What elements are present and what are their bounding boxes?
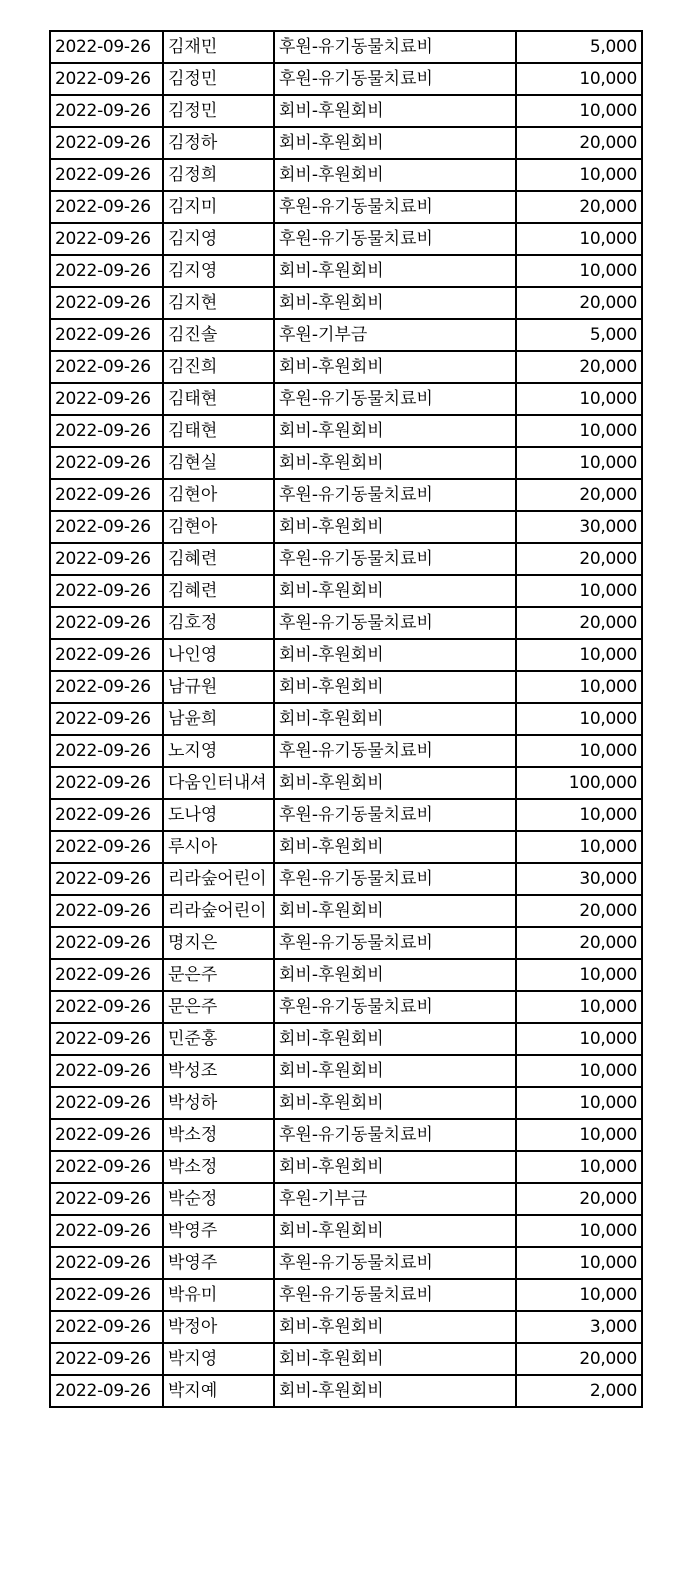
date-cell: 2022-09-26 (50, 1119, 163, 1151)
category-cell: 회비-후원회비 (274, 575, 516, 607)
category-cell: 후원-유기동물치료비 (274, 1247, 516, 1279)
amount-cell: 10,000 (516, 671, 642, 703)
category-cell: 회비-후원회비 (274, 511, 516, 543)
category-cell: 회비-후원회비 (274, 415, 516, 447)
table-row (50, 1311, 642, 1343)
category-cell: 회비-후원회비 (274, 767, 516, 799)
amount-cell: 10,000 (516, 1023, 642, 1055)
amount-cell: 10,000 (516, 159, 642, 191)
table-row (50, 447, 642, 479)
table-row (50, 191, 642, 223)
category-cell: 회비-후원회비 (274, 1055, 516, 1087)
date-cell: 2022-09-26 (50, 1215, 163, 1247)
table-row (50, 1151, 642, 1183)
amount-cell: 10,000 (516, 447, 642, 479)
amount-cell: 3,000 (516, 1311, 642, 1343)
name-cell: 박영주 (163, 1247, 274, 1279)
category-cell: 회비-후원회비 (274, 351, 516, 383)
date-cell: 2022-09-26 (50, 191, 163, 223)
category-cell: 회비-후원회비 (274, 447, 516, 479)
date-cell: 2022-09-26 (50, 703, 163, 735)
table-row (50, 831, 642, 863)
category-cell: 회비-후원회비 (274, 959, 516, 991)
category-cell: 후원-유기동물치료비 (274, 543, 516, 575)
category-cell: 회비-후원회비 (274, 1375, 516, 1407)
table-row (50, 1055, 642, 1087)
date-cell: 2022-09-26 (50, 927, 163, 959)
amount-cell: 20,000 (516, 1183, 642, 1215)
name-cell: 김지미 (163, 191, 274, 223)
category-cell: 회비-후원회비 (274, 159, 516, 191)
amount-cell: 10,000 (516, 703, 642, 735)
table-row (50, 319, 642, 351)
table-row (50, 63, 642, 95)
amount-cell: 20,000 (516, 1343, 642, 1375)
category-cell: 회비-후원회비 (274, 1151, 516, 1183)
category-cell: 후원-유기동물치료비 (274, 1279, 516, 1311)
table-row (50, 959, 642, 991)
table-row (50, 31, 642, 63)
table-row (50, 351, 642, 383)
table-row (50, 287, 642, 319)
date-cell: 2022-09-26 (50, 63, 163, 95)
table-row (50, 1247, 642, 1279)
name-cell: 다움인터내셔 (163, 767, 274, 799)
amount-cell: 20,000 (516, 127, 642, 159)
date-cell: 2022-09-26 (50, 127, 163, 159)
category-cell: 후원-유기동물치료비 (274, 607, 516, 639)
name-cell: 김태현 (163, 415, 274, 447)
amount-cell: 10,000 (516, 255, 642, 287)
category-cell: 후원-유기동물치료비 (274, 735, 516, 767)
amount-cell: 10,000 (516, 383, 642, 415)
table-row (50, 735, 642, 767)
amount-cell: 20,000 (516, 479, 642, 511)
table-row (50, 1375, 642, 1407)
amount-cell: 30,000 (516, 511, 642, 543)
category-cell: 회비-후원회비 (274, 127, 516, 159)
name-cell: 남규원 (163, 671, 274, 703)
name-cell: 김호정 (163, 607, 274, 639)
amount-cell: 10,000 (516, 1119, 642, 1151)
amount-cell: 30,000 (516, 863, 642, 895)
name-cell: 김혜련 (163, 575, 274, 607)
name-cell: 리라숲어린이 (163, 895, 274, 927)
category-cell: 회비-후원회비 (274, 255, 516, 287)
category-cell: 회비-후원회비 (274, 1023, 516, 1055)
date-cell: 2022-09-26 (50, 223, 163, 255)
amount-cell: 5,000 (516, 31, 642, 63)
table-row (50, 1279, 642, 1311)
table-row (50, 1215, 642, 1247)
table-row (50, 927, 642, 959)
table-row (50, 415, 642, 447)
amount-cell: 10,000 (516, 831, 642, 863)
amount-cell: 10,000 (516, 1151, 642, 1183)
name-cell: 김현실 (163, 447, 274, 479)
table-row (50, 223, 642, 255)
name-cell: 김재민 (163, 31, 274, 63)
table-row (50, 479, 642, 511)
amount-cell: 10,000 (516, 1087, 642, 1119)
date-cell: 2022-09-26 (50, 1279, 163, 1311)
amount-cell: 10,000 (516, 1247, 642, 1279)
name-cell: 박지예 (163, 1375, 274, 1407)
name-cell: 김태현 (163, 383, 274, 415)
category-cell: 회비-후원회비 (274, 1311, 516, 1343)
date-cell: 2022-09-26 (50, 255, 163, 287)
date-cell: 2022-09-26 (50, 383, 163, 415)
table-row (50, 671, 642, 703)
name-cell: 박정아 (163, 1311, 274, 1343)
amount-cell: 10,000 (516, 1279, 642, 1311)
table-row (50, 1087, 642, 1119)
name-cell: 리라숲어린이 (163, 863, 274, 895)
category-cell: 회비-후원회비 (274, 703, 516, 735)
amount-cell: 20,000 (516, 607, 642, 639)
table-row (50, 767, 642, 799)
date-cell: 2022-09-26 (50, 415, 163, 447)
date-cell: 2022-09-26 (50, 1151, 163, 1183)
date-cell: 2022-09-26 (50, 479, 163, 511)
date-cell: 2022-09-26 (50, 159, 163, 191)
date-cell: 2022-09-26 (50, 31, 163, 63)
category-cell: 후원-기부금 (274, 1183, 516, 1215)
date-cell: 2022-09-26 (50, 1087, 163, 1119)
table-row (50, 575, 642, 607)
name-cell: 김혜련 (163, 543, 274, 575)
table-row (50, 863, 642, 895)
name-cell: 김정민 (163, 95, 274, 127)
name-cell: 명지은 (163, 927, 274, 959)
date-cell: 2022-09-26 (50, 1343, 163, 1375)
date-cell: 2022-09-26 (50, 959, 163, 991)
date-cell: 2022-09-26 (50, 1375, 163, 1407)
name-cell: 박성하 (163, 1087, 274, 1119)
amount-cell: 10,000 (516, 415, 642, 447)
date-cell: 2022-09-26 (50, 671, 163, 703)
amount-cell: 20,000 (516, 191, 642, 223)
name-cell: 김진희 (163, 351, 274, 383)
category-cell: 후원-유기동물치료비 (274, 1119, 516, 1151)
amount-cell: 100,000 (516, 767, 642, 799)
name-cell: 박유미 (163, 1279, 274, 1311)
name-cell: 김현아 (163, 479, 274, 511)
table-row (50, 703, 642, 735)
category-cell: 회비-후원회비 (274, 287, 516, 319)
amount-cell: 5,000 (516, 319, 642, 351)
amount-cell: 20,000 (516, 895, 642, 927)
name-cell: 김정희 (163, 159, 274, 191)
category-cell: 회비-후원회비 (274, 639, 516, 671)
name-cell: 민준홍 (163, 1023, 274, 1055)
name-cell: 남윤희 (163, 703, 274, 735)
amount-cell: 20,000 (516, 351, 642, 383)
name-cell: 김정하 (163, 127, 274, 159)
amount-cell: 10,000 (516, 959, 642, 991)
date-cell: 2022-09-26 (50, 543, 163, 575)
date-cell: 2022-09-26 (50, 831, 163, 863)
table-row (50, 383, 642, 415)
amount-cell: 10,000 (516, 799, 642, 831)
table-row (50, 1343, 642, 1375)
date-cell: 2022-09-26 (50, 287, 163, 319)
table-row (50, 991, 642, 1023)
date-cell: 2022-09-26 (50, 767, 163, 799)
name-cell: 김정민 (163, 63, 274, 95)
date-cell: 2022-09-26 (50, 991, 163, 1023)
table-row (50, 159, 642, 191)
name-cell: 박지영 (163, 1343, 274, 1375)
category-cell: 회비-후원회비 (274, 1087, 516, 1119)
table-row (50, 1023, 642, 1055)
date-cell: 2022-09-26 (50, 1023, 163, 1055)
amount-cell: 20,000 (516, 543, 642, 575)
category-cell: 회비-후원회비 (274, 1215, 516, 1247)
name-cell: 도나영 (163, 799, 274, 831)
name-cell: 박영주 (163, 1215, 274, 1247)
date-cell: 2022-09-26 (50, 1055, 163, 1087)
amount-cell: 20,000 (516, 287, 642, 319)
table-row (50, 95, 642, 127)
table-row (50, 543, 642, 575)
table-row (50, 895, 642, 927)
date-cell: 2022-09-26 (50, 735, 163, 767)
category-cell: 후원-유기동물치료비 (274, 383, 516, 415)
table-row (50, 799, 642, 831)
category-cell: 후원-유기동물치료비 (274, 191, 516, 223)
amount-cell: 10,000 (516, 1215, 642, 1247)
category-cell: 후원-유기동물치료비 (274, 799, 516, 831)
table-body (50, 31, 642, 1407)
name-cell: 김지현 (163, 287, 274, 319)
date-cell: 2022-09-26 (50, 575, 163, 607)
table-row (50, 127, 642, 159)
amount-cell: 10,000 (516, 95, 642, 127)
category-cell: 후원-유기동물치료비 (274, 223, 516, 255)
amount-cell: 10,000 (516, 575, 642, 607)
date-cell: 2022-09-26 (50, 895, 163, 927)
date-cell: 2022-09-26 (50, 351, 163, 383)
date-cell: 2022-09-26 (50, 607, 163, 639)
donation-table-container (49, 30, 641, 1408)
name-cell: 박소정 (163, 1151, 274, 1183)
date-cell: 2022-09-26 (50, 95, 163, 127)
name-cell: 박순정 (163, 1183, 274, 1215)
table-row (50, 255, 642, 287)
name-cell: 김진솔 (163, 319, 274, 351)
category-cell: 회비-후원회비 (274, 831, 516, 863)
table-row (50, 639, 642, 671)
date-cell: 2022-09-26 (50, 319, 163, 351)
date-cell: 2022-09-26 (50, 639, 163, 671)
amount-cell: 10,000 (516, 735, 642, 767)
name-cell: 노지영 (163, 735, 274, 767)
amount-cell: 10,000 (516, 1055, 642, 1087)
donation-table (49, 30, 643, 1408)
table-row (50, 511, 642, 543)
amount-cell: 10,000 (516, 223, 642, 255)
date-cell: 2022-09-26 (50, 799, 163, 831)
amount-cell: 10,000 (516, 63, 642, 95)
category-cell: 회비-후원회비 (274, 671, 516, 703)
category-cell: 후원-유기동물치료비 (274, 991, 516, 1023)
date-cell: 2022-09-26 (50, 1247, 163, 1279)
name-cell: 박소정 (163, 1119, 274, 1151)
table-row (50, 607, 642, 639)
date-cell: 2022-09-26 (50, 1183, 163, 1215)
name-cell: 박성조 (163, 1055, 274, 1087)
name-cell: 김지영 (163, 255, 274, 287)
amount-cell: 10,000 (516, 991, 642, 1023)
date-cell: 2022-09-26 (50, 1311, 163, 1343)
category-cell: 후원-유기동물치료비 (274, 863, 516, 895)
name-cell: 루시아 (163, 831, 274, 863)
category-cell: 회비-후원회비 (274, 895, 516, 927)
table-row (50, 1119, 642, 1151)
name-cell: 김현아 (163, 511, 274, 543)
category-cell: 후원-유기동물치료비 (274, 31, 516, 63)
name-cell: 김지영 (163, 223, 274, 255)
name-cell: 나인영 (163, 639, 274, 671)
category-cell: 후원-기부금 (274, 319, 516, 351)
amount-cell: 2,000 (516, 1375, 642, 1407)
amount-cell: 10,000 (516, 639, 642, 671)
name-cell: 문은주 (163, 991, 274, 1023)
category-cell: 회비-후원회비 (274, 1343, 516, 1375)
category-cell: 회비-후원회비 (274, 95, 516, 127)
category-cell: 후원-유기동물치료비 (274, 63, 516, 95)
category-cell: 후원-유기동물치료비 (274, 479, 516, 511)
table-row (50, 1183, 642, 1215)
category-cell: 후원-유기동물치료비 (274, 927, 516, 959)
name-cell: 문은주 (163, 959, 274, 991)
amount-cell: 20,000 (516, 927, 642, 959)
date-cell: 2022-09-26 (50, 447, 163, 479)
date-cell: 2022-09-26 (50, 511, 163, 543)
date-cell: 2022-09-26 (50, 863, 163, 895)
